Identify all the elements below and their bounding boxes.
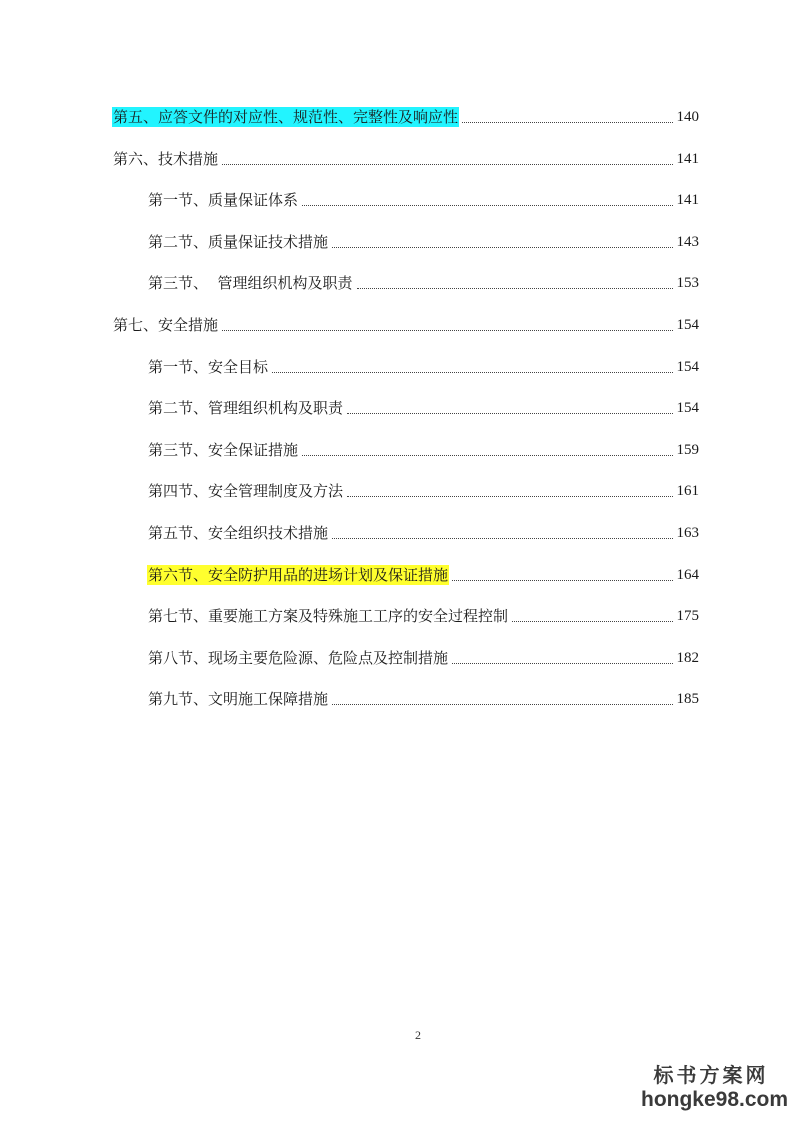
toc-entry[interactable]: [112, 311, 699, 335]
toc-entry[interactable]: [147, 477, 699, 501]
toc-entry[interactable]: [147, 186, 699, 210]
toc-entry[interactable]: [147, 644, 699, 668]
toc-entry-title: 第一节、安全目标: [148, 358, 269, 376]
toc-dot-leader: [357, 288, 673, 289]
toc-dot-leader: [347, 496, 672, 497]
toc-dot-leader: [332, 247, 672, 248]
toc-entry[interactable]: [147, 228, 699, 252]
toc-entry-title: 第一节、质量保证体系: [148, 191, 299, 209]
toc-entry-title: 第三节、安全保证措施: [148, 441, 299, 459]
toc-entry-page: 163: [676, 525, 699, 541]
toc-dot-leader: [347, 413, 672, 414]
toc-entry-page: 140: [676, 109, 699, 125]
toc-entry[interactable]: [147, 561, 699, 585]
toc-entry-title: 第六节、安全防护用品的进场计划及保证措施: [148, 566, 449, 584]
watermark-url: hongke98.com: [641, 1088, 789, 1111]
toc-entry-page: 141: [676, 192, 699, 208]
toc-dot-leader: [452, 580, 672, 581]
toc-dot-leader: [332, 704, 672, 705]
toc-entry-title: 第九节、文明施工保障措施: [148, 690, 329, 708]
toc-entry-page: 164: [676, 567, 699, 583]
toc-entry-title: 第五节、安全组织技术措施: [148, 524, 329, 542]
toc-entry-page: 185: [676, 691, 699, 707]
toc-entry[interactable]: [147, 519, 699, 543]
toc-entry-page: 159: [676, 442, 699, 458]
toc-dot-leader: [302, 455, 672, 456]
toc-entry-title: 第二节、管理组织机构及职责: [148, 399, 344, 417]
toc-entry-page: 141: [676, 151, 699, 167]
toc-dot-leader: [462, 122, 672, 123]
toc-entry-title: 第二节、质量保证技术措施: [148, 233, 329, 251]
toc-entry[interactable]: [147, 394, 699, 418]
toc-entry-title: 第六、技术措施: [113, 150, 219, 168]
toc-dot-leader: [512, 621, 672, 622]
toc-entry-page: 182: [676, 650, 699, 666]
toc-entry-page: 153: [676, 275, 699, 291]
toc-dot-leader: [302, 205, 672, 206]
toc-entry-page: 154: [676, 400, 699, 416]
toc-entry[interactable]: [112, 103, 699, 127]
toc-entry[interactable]: [112, 145, 699, 169]
toc-entry[interactable]: [147, 436, 699, 460]
toc-entry-page: 143: [676, 234, 699, 250]
toc-entry-page: 154: [676, 359, 699, 375]
toc-entry[interactable]: [147, 602, 699, 626]
toc-dot-leader: [272, 372, 672, 373]
toc-entry[interactable]: [147, 353, 699, 377]
toc-entry-title: 第七、安全措施: [113, 316, 219, 334]
toc-entry[interactable]: [147, 269, 699, 293]
toc-entry-title: 第三节、 管理组织机构及职责: [148, 274, 353, 292]
toc-entry-page: 154: [676, 317, 699, 333]
watermark-logo: [641, 1062, 789, 1112]
toc-entry-page: 175: [676, 608, 699, 624]
toc-entry-title: 第五、应答文件的对应性、规范性、完整性及响应性: [113, 108, 459, 126]
toc-dot-leader: [222, 164, 672, 165]
toc-entry-title: 第四节、安全管理制度及方法: [148, 482, 344, 500]
page-number: 2: [415, 1028, 421, 1042]
toc-dot-leader: [222, 330, 672, 331]
toc-dot-leader: [332, 538, 672, 539]
toc-entry-page: 161: [676, 483, 699, 499]
toc-dot-leader: [452, 663, 672, 664]
toc-entry-title: 第八节、现场主要危险源、危险点及控制措施: [148, 649, 449, 667]
toc-entry-title: 第七节、重要施工方案及特殊施工工序的安全过程控制: [148, 607, 509, 625]
toc-entry[interactable]: [147, 685, 699, 709]
watermark-name: 标书方案网: [653, 1063, 769, 1087]
